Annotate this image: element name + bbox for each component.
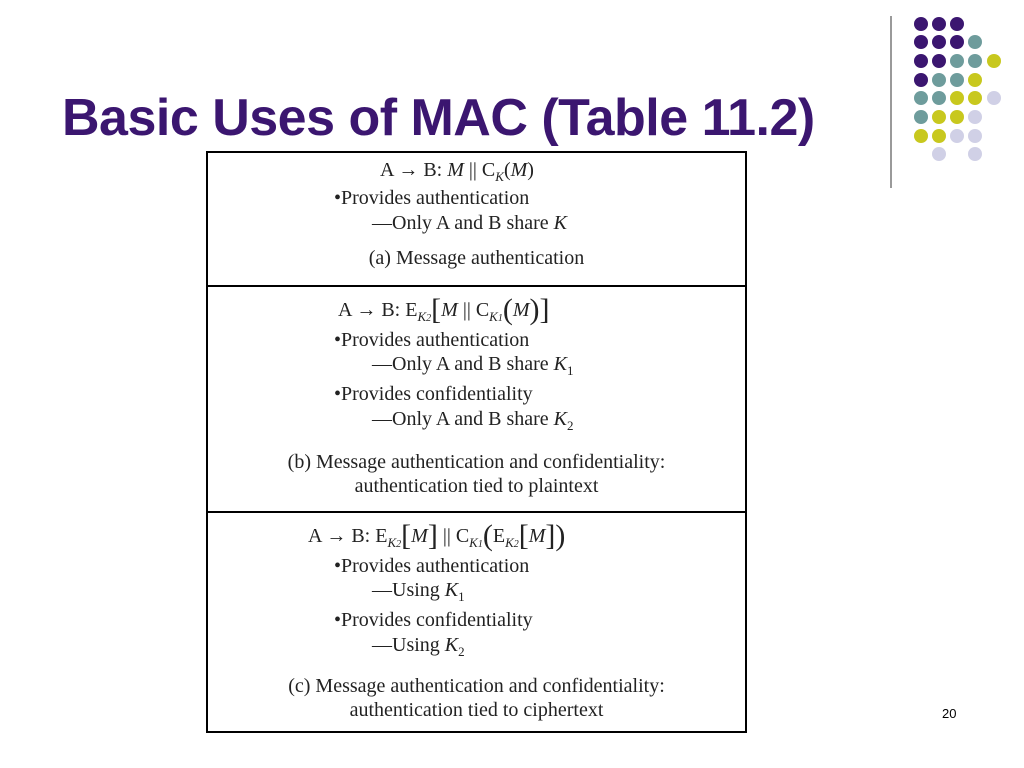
decorative-dot	[950, 129, 964, 143]
decorative-dot	[968, 91, 982, 105]
decorative-dot	[968, 110, 982, 124]
slide-title: Basic Uses of MAC (Table 11.2)	[62, 89, 815, 147]
decorative-dot	[914, 110, 928, 124]
table-cell-c	[208, 513, 745, 735]
mac-uses-table	[206, 151, 747, 733]
decorative-dot	[932, 110, 946, 124]
decorative-dot	[950, 73, 964, 87]
table-cell-b	[208, 287, 745, 513]
decorative-dot	[950, 35, 964, 49]
list-item: •Provides confidentiality	[334, 383, 533, 405]
decorative-dot	[914, 35, 928, 49]
caption-b-line2: authentication tied to plaintext	[354, 475, 599, 497]
decorative-dot	[932, 91, 946, 105]
caption-c-line2: authentication tied to ciphertext	[349, 699, 604, 721]
decorative-dot	[968, 54, 982, 68]
vertical-divider	[890, 16, 892, 188]
list-item: •Provides confidentiality	[334, 609, 533, 631]
list-item: •Provides authentication	[334, 329, 530, 351]
decorative-dot	[932, 147, 946, 161]
list-item: —Only A and B share $K_2$	[372, 408, 574, 433]
list-item: •Provides authentication	[334, 187, 530, 209]
decorative-dot	[914, 91, 928, 105]
decorative-dot	[950, 91, 964, 105]
decorative-dot	[987, 54, 1001, 68]
decorative-dot	[968, 129, 982, 143]
decorative-dot	[932, 35, 946, 49]
decorative-dot	[968, 35, 982, 49]
decorative-dot	[932, 73, 946, 87]
list-item: —Only A and B share K	[372, 212, 567, 234]
table-cell-a	[208, 153, 745, 287]
decorative-dot	[950, 17, 964, 31]
list-item: —Using $K_2$	[372, 634, 465, 659]
formula-a: A → B: M || $C_K(M)$	[380, 159, 534, 184]
caption-a: (a) Message authentication	[368, 247, 585, 269]
decorative-dot	[968, 73, 982, 87]
formula-b: A → B: $E_{K2}[M$ || $C_{K1}(M)$]	[338, 293, 550, 326]
decorative-dot	[932, 17, 946, 31]
decorative-dot	[950, 110, 964, 124]
decorative-dot	[932, 54, 946, 68]
list-item: —Using $K_1$	[372, 579, 465, 604]
page-number: 20	[942, 706, 957, 721]
decorative-dot	[914, 54, 928, 68]
decorative-dot	[968, 147, 982, 161]
decorative-dot	[914, 73, 928, 87]
decorative-dot	[950, 54, 964, 68]
caption-c-line1: (c) Message authentication and confidentiality:	[288, 675, 665, 697]
decorative-dot	[914, 129, 928, 143]
decorative-dot	[914, 17, 928, 31]
formula-c: A → B: $E_{K2}[M]$ || $C_{K1}(E_{K2}[M])$	[308, 519, 566, 552]
decorative-dot	[987, 91, 1001, 105]
decorative-dot	[932, 129, 946, 143]
list-item: •Provides authentication	[334, 555, 530, 577]
caption-b-line1: (b) Message authentication and confidentiality:	[287, 451, 666, 473]
list-item: —Only A and B share $K_1$	[372, 353, 574, 378]
